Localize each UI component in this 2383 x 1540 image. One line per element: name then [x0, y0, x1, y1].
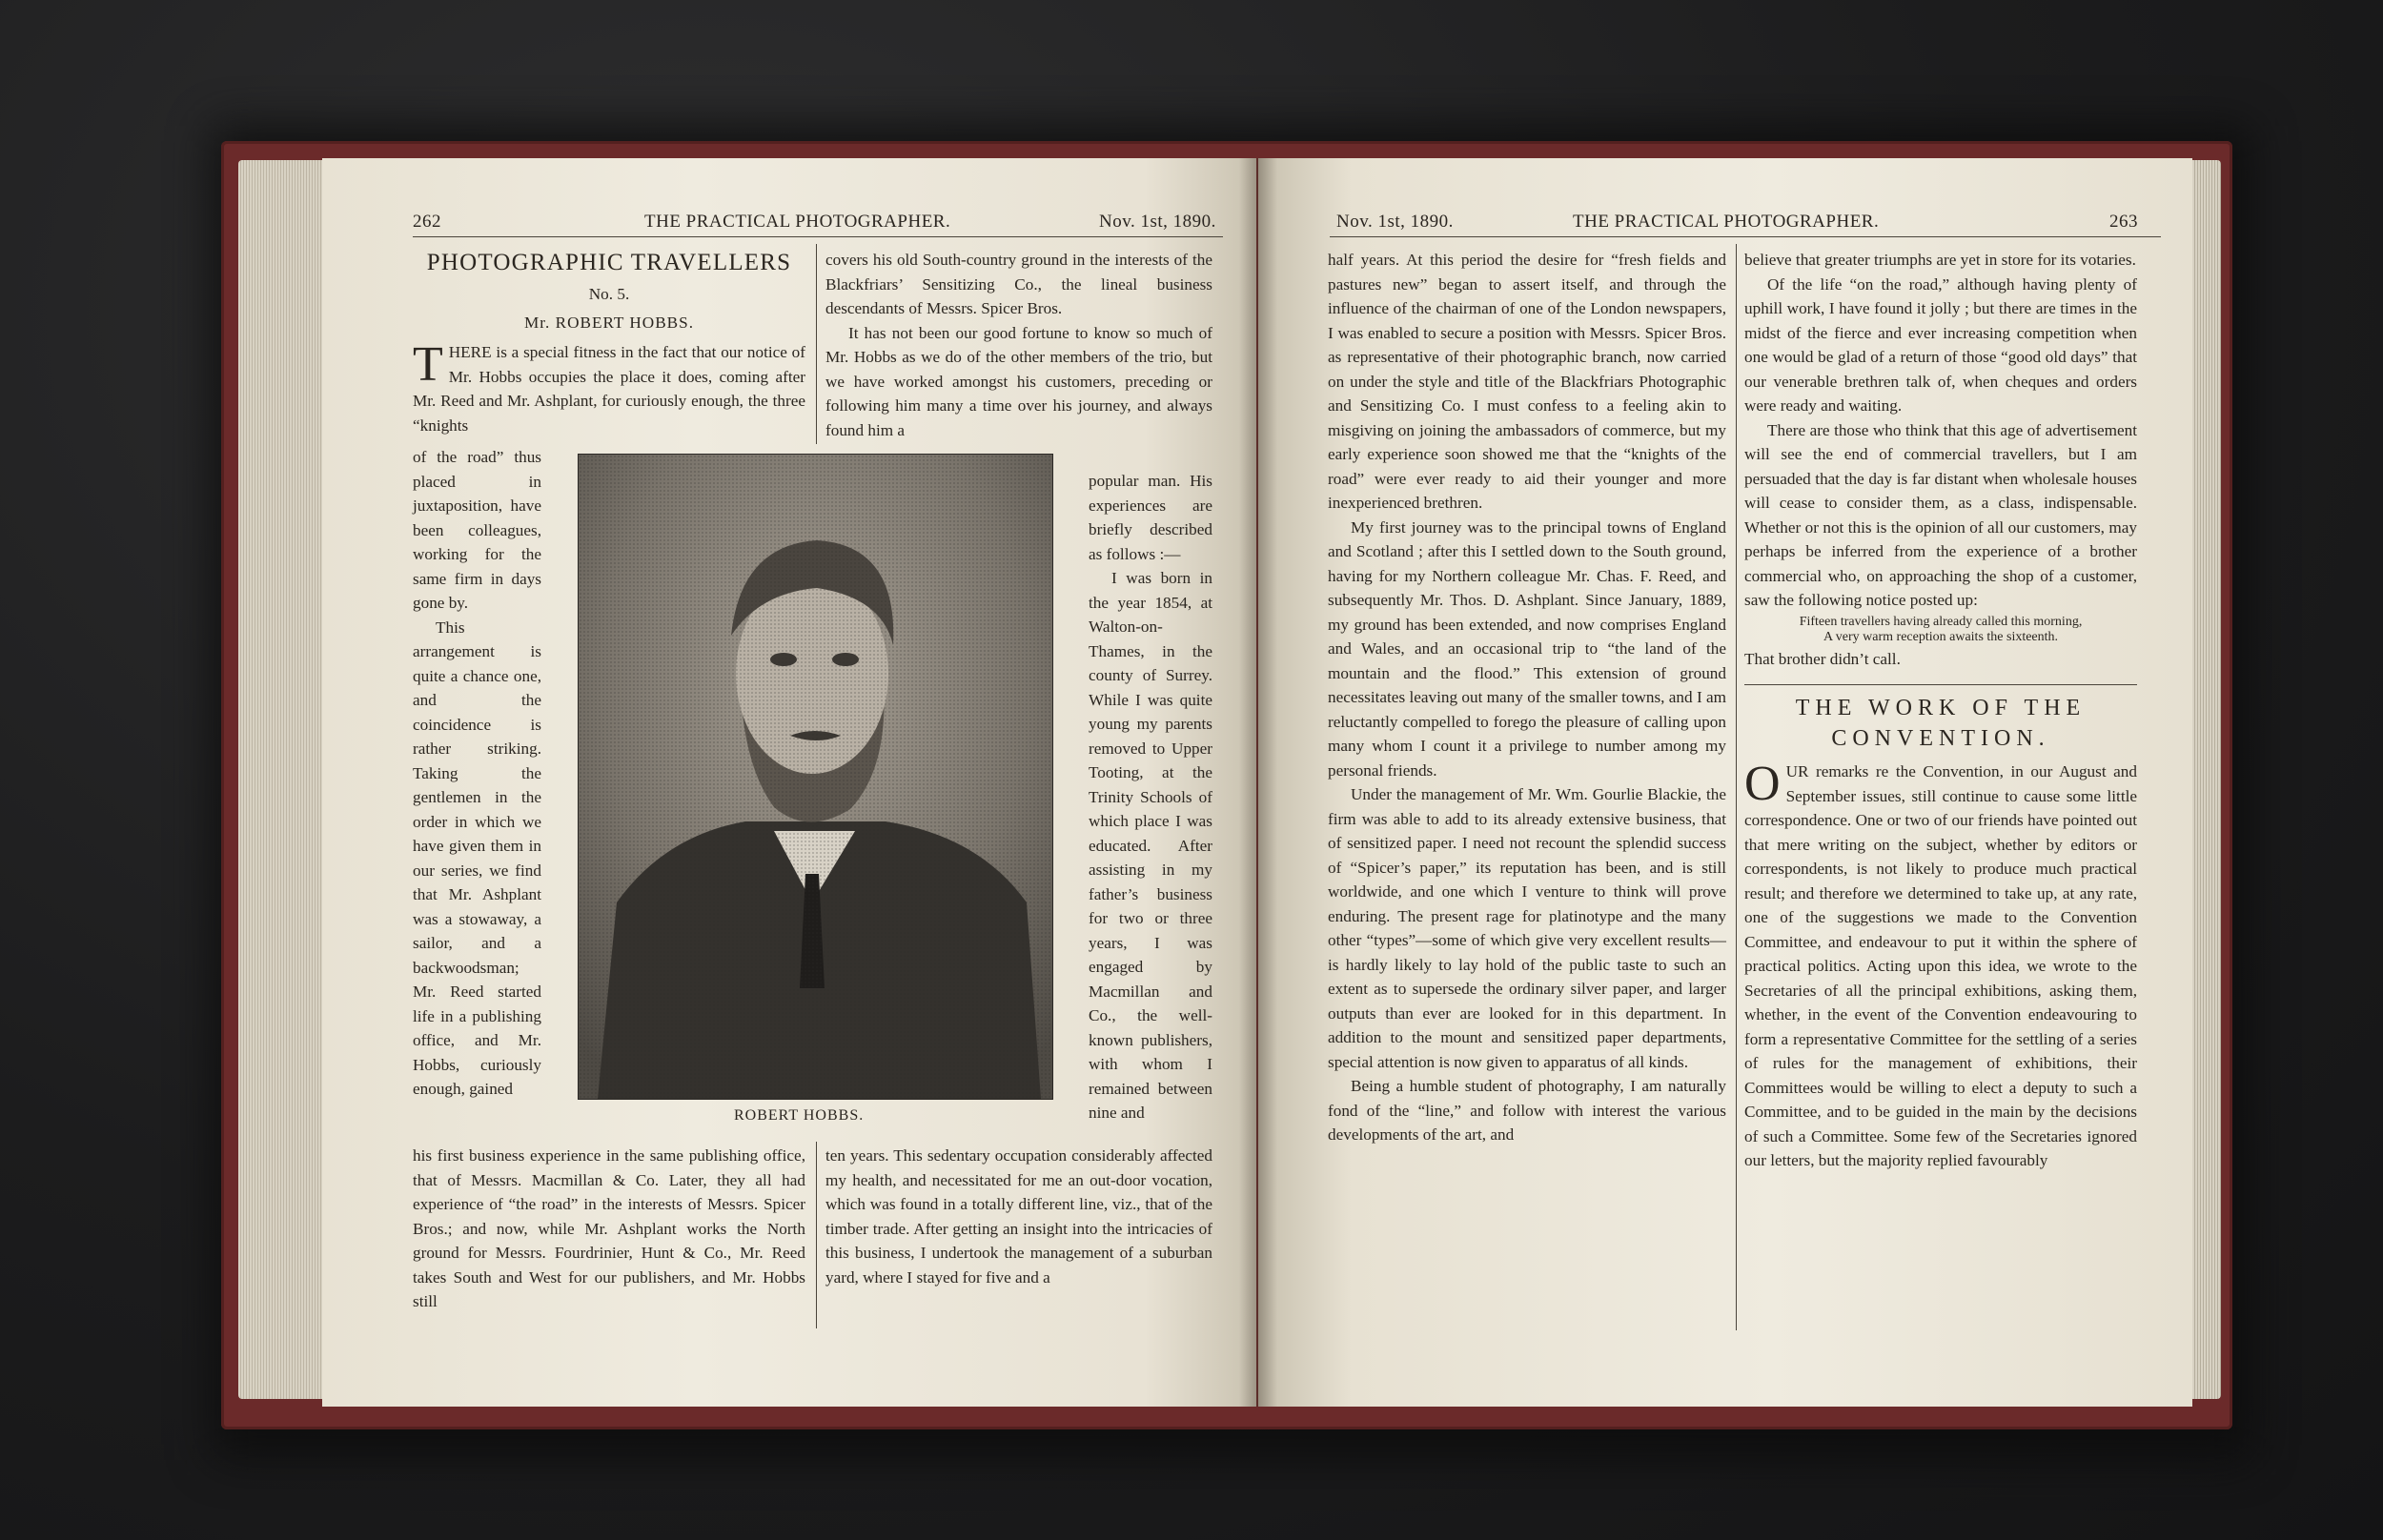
notice-line-2: A very warm reception awaits the sixteenth.	[1823, 629, 2059, 644]
article-subject: Mr. ROBERT HOBBS.	[523, 313, 694, 332]
right-col2-para3: There are those who think that this age of advertisement will see the end of commercial travellers, but I am persuaded that the day is far distant when wholesale houses will cease to consider them, as a class, indispensable. Whether or not this is the opinion of all our customers, may perhaps be inferred from the experience of a brother commercial who, on approaching the shop of a customer, saw the following notice posted up:	[1744, 420, 2137, 609]
right-running-title: THE PRACTICAL PHOTOGRAPHER.	[1573, 212, 1880, 232]
right-col1-para1: half years. At this period the desire for “fresh fields and pastures new” began to assert itself, and through the influence of the chairman of one of the London newspapers, I was enabled to secure a position with Messrs. Spicer Bros. as representative of their photographic branch, now carried on under the style and title of the Blackfriars Photographic and Sensitizing Co. I must confess to a feeling akin to misgiving on joining the ambassadors of commerce, but my early experience soon showed me that the “knights of the road” were ever ready to aid their younger and more inexperienced brethren.	[1328, 251, 1726, 512]
right-col2-para4: That brother didn’t call.	[1744, 649, 1901, 668]
left-col1-bottom	[413, 1144, 805, 1314]
left-column-rule-bottom	[816, 1142, 817, 1328]
left-running-title: THE PRACTICAL PHOTOGRAPHER.	[644, 212, 951, 232]
right-col2-para1: believe that greater triumphs are yet in store for its votaries.	[1744, 251, 2136, 269]
col2-top-para: covers his old South-country ground in the interests of the Blackfriars’ Sensitizing Co., the lineal business descendants of Messrs. Spicer Bros.	[825, 251, 1212, 317]
col2-narrow-para: popular man. His experiences are briefly described as follows :—	[1089, 472, 1212, 563]
col1-narrow-para: of the road” thus placed in juxtaposition, have been colleagues, working for the same firm in days gone by.	[413, 448, 541, 612]
convention-paragraph	[1744, 757, 2137, 1173]
notice-line-1: Fifteen travellers having already called this morning,	[1799, 614, 2083, 629]
left-date: Nov. 1st, 1890.	[1099, 212, 1216, 232]
left-page-number: 262	[413, 212, 441, 232]
page-edges-right	[2192, 160, 2221, 1399]
right-header-rule	[1330, 236, 2161, 237]
convention-text: UR remarks re the Convention, in our August and September issues, still continue to cause some little correspondence. One or two of our friends have pointed out that mere writing on the subject, whether by editors or correspondents, is not likely to produce much practical result; and therefore we determined to take up, at any rate, one of the suggestions we made to the Convention Committee, and endeavour to put it within the sphere of practical politics. Acting upon this idea, we wrote to the Secretaries of all the principal exhibitions, asking them, whether, in the event of the Convention endeavouring to form a representative Committee for the settling of a series of rules for the management of exhibitions, their Committees would be willing to elect a deputy to such a Committee, and to be guided in the main by the decisions of such a Committee. Some few of the Secretaries ignored our letters, but the majority replied favourably	[1744, 762, 2137, 1169]
col1-bottom-para: his first business experience in the same publishing office, that of Messrs. Macmillan & Co. Later, they all had experience of “the road” in the interests of Messrs. Spicer Bros.; and now, while Mr. Ashplant works the North ground for Messrs. Fourdrinier, Hunt & Co., Mr. Reed takes South and West for our publishers, and Mr. Hobbs still	[413, 1146, 805, 1310]
left-header-rule	[413, 236, 1223, 237]
right-col1	[1328, 248, 1726, 1147]
portrait-photograph	[578, 454, 1053, 1100]
col2-bottom-para: ten years. This sedentary occupation considerably affected my health, and necessitated for me an out-door vocation, which was found in a totally different line, viz., that of the timber trade. After getting an insight into the intricacies of this business, I undertook the management of a suburban yard, where I stayed for five and a	[825, 1146, 1212, 1287]
dropcap-o: O	[1744, 757, 1781, 811]
page-edges-left	[238, 160, 324, 1399]
right-col2	[1744, 248, 2137, 1173]
right-col2-para2: Of the life “on the road,” although having plenty of uphill work, I have found it jolly ; but there are times in the midst of the fierce and ever increasing competition when one would be glad of a return of those “good old days” that our venerable brethren talk of, when cheques and orders were ready and waiting.	[1744, 274, 2137, 415]
section-title-line1: THE WORK OF THE	[1795, 696, 2087, 720]
right-date: Nov. 1st, 1890.	[1336, 212, 1454, 232]
dropcap-t: T	[413, 337, 443, 392]
right-col1-para4: Being a humble student of photography, I am naturally fond of the “line,” and follow with interest the various developments of the art, and	[1328, 1077, 1726, 1144]
left-col1-narrow	[413, 445, 541, 1102]
article-number: No. 5.	[588, 285, 630, 303]
article-title: PHOTOGRAPHIC TRAVELLERS	[426, 250, 792, 275]
photo-caption: ROBERT HOBBS.	[734, 1107, 865, 1124]
right-page-number: 263	[2109, 212, 2138, 232]
left-col2-top	[825, 248, 1212, 442]
section-title-line2: CONVENTION.	[1831, 726, 2050, 751]
right-column-rule	[1736, 244, 1737, 1330]
col2-narrow-para2: I was born in the year 1854, at Walton-on-Thames, in the county of Surrey. While I was quite young my parents removed to Upper Tooting, at the Trinity Schools of which place I was educated. After assisting in my father’s business for two or three years, I was engaged by Macmillan and Co., the well-known publishers, with whom I remained between nine and	[1089, 569, 1212, 1122]
left-col2-narrow	[1089, 469, 1212, 1125]
right-col1-para3: Under the management of Mr. Wm. Gourlie Blackie, the firm was able to add to its already extensive business, that of sensitized paper. I need not recount the splendid success of “Spicer’s paper,” its reputation has been, and is still worldwide, and one which I venture to think will prove enduring. The present rage for platinotype and the many other “types”—some of which give very excellent results—is hardly likely to lay hold of the public taste to such an extent as to supersede the ordinary silver paper, and larger outputs than ever are looked for in this department. In addition to the mount and sensitized paper departments, special attention is now given to apparatus of all kinds.	[1328, 785, 1726, 1071]
left-col1-head	[413, 248, 805, 437]
section-rule	[1744, 684, 2137, 685]
book-gutter	[1239, 158, 1277, 1407]
left-col2-bottom	[825, 1144, 1212, 1289]
col1-opening-text: HERE is a special fitness in the fact that our notice of Mr. Hobbs occupies the place it does, coming after Mr. Reed and Mr. Ashplant, for curiously enough, the three “knights	[413, 343, 805, 435]
col1-opening-paragraph	[413, 337, 805, 437]
right-col1-para2: My first journey was to the principal towns of England and Scotland ; after this I settled down to the South ground, having for my Northern colleague Mr. Chas. F. Reed, and subsequently Mr. Thos. D. Ashplant. Since January, 1889, my ground has been extended, and now comprises England and Wales, and an occasional trip to “the land of the mountain and the flood.” This extension of ground necessitates leaving out many of the smaller towns, and I am reluctantly compelled to forego the pleasure of calling upon many whom I count it a privilege to number among my personal friends.	[1328, 517, 1726, 780]
col2-top-para2: It has not been our good fortune to know so much of Mr. Hobbs as we do of the other members of the trio, but we have worked amongst his customers, preceding or following him many a time over his journey, and always found him a	[825, 323, 1212, 439]
col1-narrow-para2: This arrangement is quite a chance one, and the coincidence is rather striking. Taking the gentlemen in the order in which we have given them in our series, we find that Mr. Ashplant was a stowaway, a sailor, and a backwoodsman; Mr. Reed started life in a publishing office, and Mr. Hobbs, curiously enough, gained	[413, 618, 541, 1098]
left-column-rule-top	[816, 244, 817, 444]
